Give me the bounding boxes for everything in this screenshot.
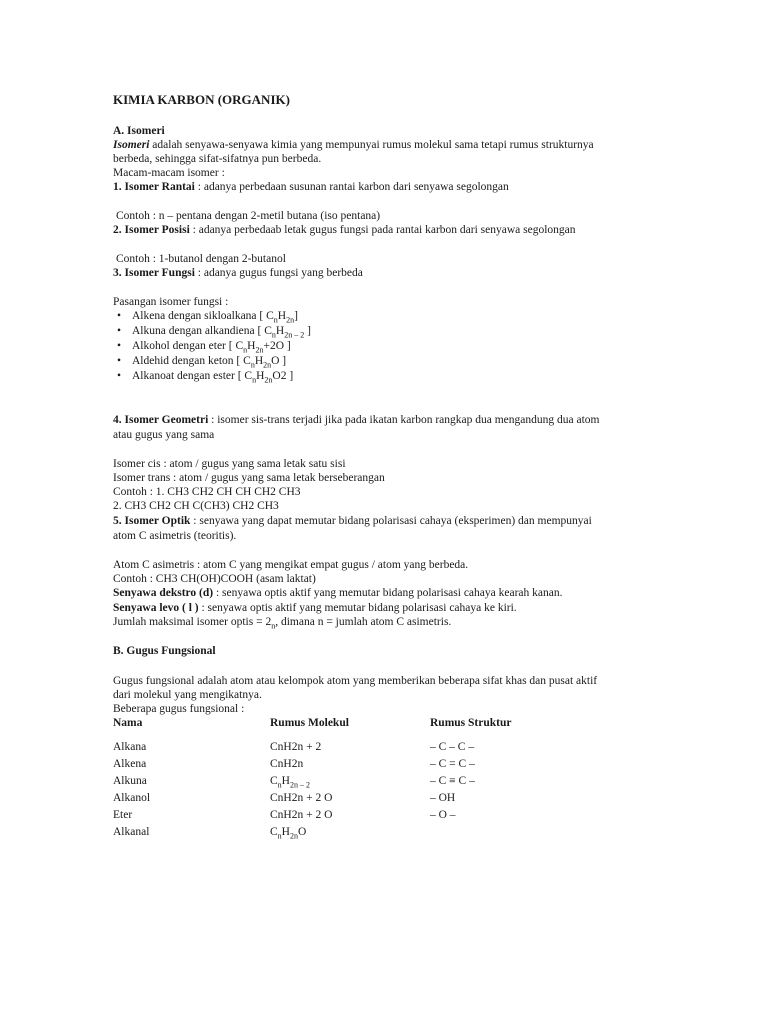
isomer-rantai-label: 1. Isomer Rantai [113,181,195,193]
isomer-geometri-label: 4. Isomer Geometri [113,414,209,426]
isomer-fungsi-label: 3. Isomer Fungsi [113,267,195,279]
isomer-rantai [113,180,509,194]
header-rumus-molekul: Rumus Molekul [270,717,349,729]
gugus-intro-3: Beberapa gugus fungsional : [113,703,245,715]
isomer-trans: Isomer trans : atom / gugus yang sama letak berseberangan [113,472,385,484]
header-rumus-struktur: Rumus Struktur [430,717,512,729]
list-item: • Alkuna dengan alkandiena [ $C_nH_{2n - 2}$ ] [113,324,311,342]
table-cell-struktur: – O – [430,809,456,821]
isomer-optik-line2: atom C asimetris (teoritis). [113,530,237,542]
isomer-optik-label: 5. Isomer Optik [113,515,191,527]
gugus-intro-1: Gugus fungsional adalah atom atau kelompok atom yang memberikan beberapa sifat khas dan pusat aktif [113,675,598,687]
senyawa-dekstro-text: : senyawa optis aktif yang memutar bidang polarisasi cahaya kearah kanan. [213,587,563,599]
senyawa-levo-label: Senyawa levo ( l ) [113,602,199,614]
isomer-cis: Isomer cis : atom / gugus yang sama letak satu sisi [113,458,346,470]
table-cell-molekul: $C_nH_{2n}O$ [270,826,307,841]
table-cell-nama: Eter [113,809,133,821]
senyawa-levo [113,601,517,615]
atom-c-asimetris: Atom C asimetris : atom C yang mengikat empat gugus / atom yang berbeda. [113,559,469,571]
senyawa-dekstro-label: Senyawa dekstro (d) [113,587,214,599]
header-nama: Nama [113,717,143,729]
table-cell-molekul: $C_nH_{2n - 2}$ [270,775,310,790]
list-item: • Alkanoat dengan ester [ $C_nH_{2n}O2$ ] [113,369,293,387]
isomeri-definition-line2: berbeda, sehingga sifat-sifatnya pun berbeda. [113,153,322,165]
isomer-optik-text: : senyawa yang dapat memutar bidang polarisasi cahaya (eksperimen) dan mempunyai [190,515,592,527]
bullet-icon: • [117,370,122,382]
bullet-icon: • [117,310,122,322]
table-cell-molekul: CnH2n + 2 [270,741,322,753]
isomer-rantai-contoh: Contoh : n – pentana dengan 2-metil butana (iso pentana) [116,210,381,222]
senyawa-dekstro [113,586,562,600]
table-cell-nama: Alkana [113,741,147,753]
list-item: • Aldehid dengan keton [ $C_nH_{2n}O$ ] [113,354,286,372]
jumlah-isomer-optis: Jumlah maksimal isomer optis = $2_n$, dimana n = jumlah atom C asimetris. [113,616,452,631]
geometri-contoh-2: 2. CH3 CH2 CH C(CH3) CH2 CH3 [113,500,279,512]
table-cell-nama: Alkena [113,758,147,770]
list-item: • Alkena dengan sikloalkana [ $C_nH_{2n}$] [113,309,298,327]
bullet-icon: • [117,325,122,337]
table-cell-molekul: CnH2n + 2 O [270,809,333,821]
isomer-rantai-text: : adanya perbedaan susunan rantai karbon dari senyawa segolongan [194,181,509,193]
section-a-heading: A. Isomeri [113,125,165,137]
page-title: KIMIA KARBON (ORGANIK) [113,92,290,107]
table-cell-struktur: – C = C – [430,758,475,770]
isomeri-term: Isomeri [113,139,150,151]
section-b-heading: B. Gugus Fungsional [113,645,216,657]
isomer-geometri-text: : isomer sis-trans terjadi jika pada ikatan karbon rangkap dua mengandung dua atom [208,414,600,426]
isomer-fungsi-text: : adanya gugus fungsi yang berbeda [194,267,363,279]
bullet-icon: • [117,355,122,367]
isomer-geometri-line2: atau gugus yang sama [113,429,215,441]
isomer-fungsi [113,266,363,280]
isomeri-definition-text: adalah senyawa-senyawa kimia yang mempunyai rumus molekul sama tetapi rumus strukturnya [149,139,594,151]
senyawa-levo-text: : senyawa optis aktif yang memutar bidang polarisasi cahaya ke kiri. [198,602,517,614]
table-cell-nama: Alkuna [113,775,147,787]
isomer-optik [113,514,592,528]
macam-isomer-label: Macam-macam isomer : [113,167,225,179]
list-item: • Alkohol dengan eter [ $C_nH_{2n}+2O$ ] [113,339,291,357]
gugus-intro-2: dari molekul yang mengikatnya. [113,689,262,701]
table-cell-struktur: – C – C – [430,741,475,753]
table-cell-struktur: – C ≡ C – [430,775,475,787]
table-cell-molekul: CnH2n [270,758,304,770]
isomer-posisi-contoh: Contoh : 1-butanol dengan 2-butanol [116,253,286,265]
isomer-geometri [113,413,599,427]
table-cell-nama: Alkanol [113,792,151,804]
isomer-posisi-label: 2. Isomer Posisi [113,224,190,236]
geometri-contoh-1: Contoh : 1. CH3 CH2 CH CH CH2 CH3 [113,486,301,498]
asimetris-contoh: Contoh : CH3 CH(OH)COOH (asam laktat) [113,573,316,585]
table-cell-struktur: – OH [430,792,456,804]
pasangan-isomer-label: Pasangan isomer fungsi : [113,296,229,308]
isomer-posisi-text: : adanya perbedaab letak gugus fungsi pada rantai karbon dari senyawa segolongan [189,224,576,236]
bullet-icon: • [117,340,122,352]
table-cell-molekul: CnH2n + 2 O [270,792,333,804]
table-cell-nama: Alkanal [113,826,150,838]
isomer-posisi [113,223,576,237]
isomeri-definition [113,138,594,152]
